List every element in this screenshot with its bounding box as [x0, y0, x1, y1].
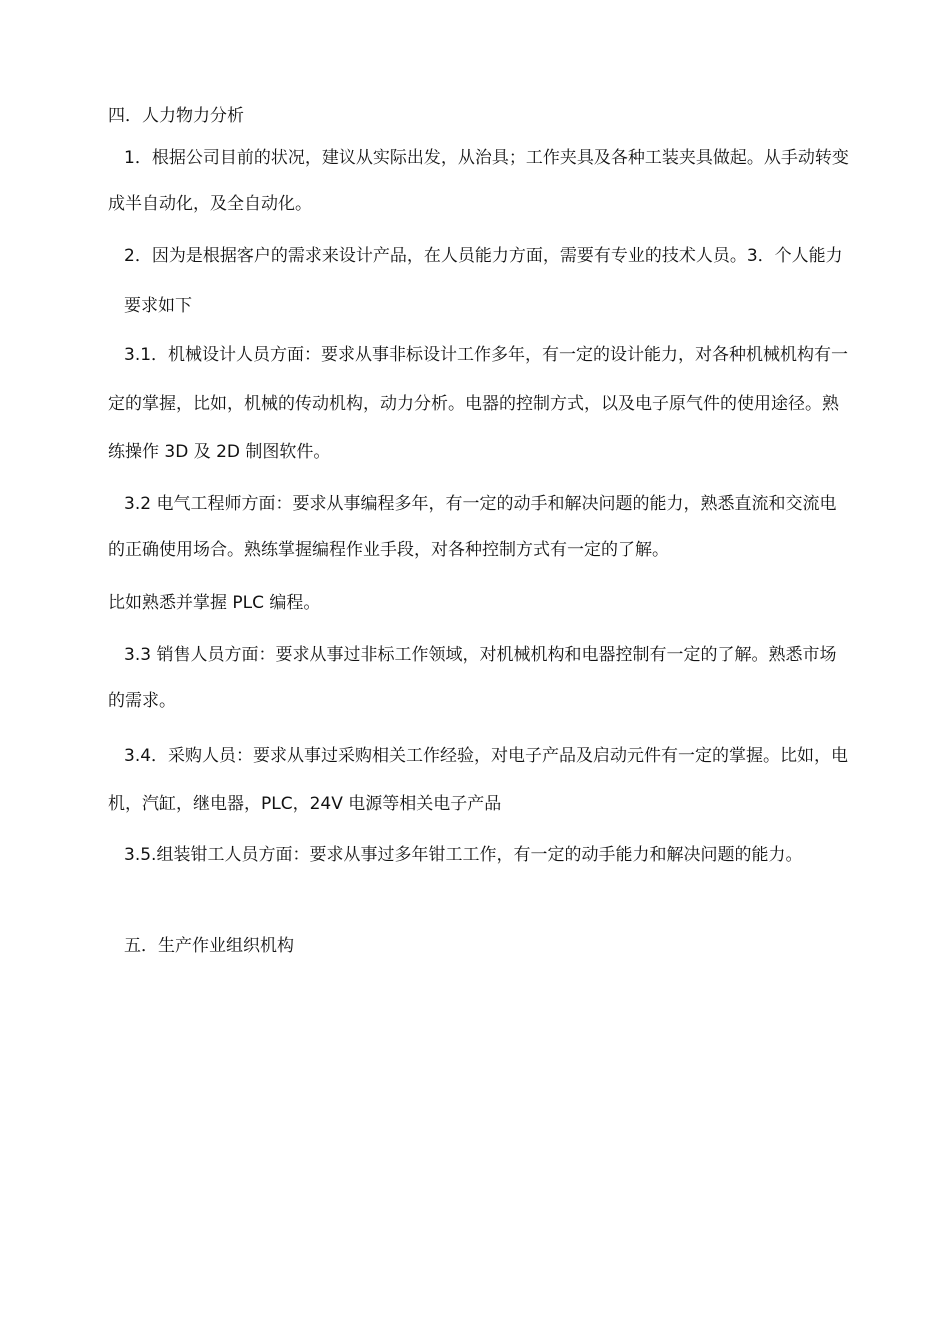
paragraph-line: 3.5.组装钳工人员方面：要求从事过多年钳工工作，有一定的动手能力和解决问题的能力。	[124, 845, 803, 865]
paragraph-line: 2．因为是根据客户的需求来设计产品，在人员能力方面，需要有专业的技术人员。3．个人能力	[124, 246, 843, 266]
paragraph-line: 3.2 电气工程师方面：要求从事编程多年，有一定的动手和解决问题的能力，熟悉直流和交流电	[124, 494, 837, 514]
paragraph-line: 1．根据公司目前的状况，建议从实际出发，从治具；工作夹具及各种工装夹具做起。从手动转变	[124, 148, 849, 168]
paragraph-line: 3.1．机械设计人员方面：要求从事非标设计工作多年，有一定的设计能力，对各种机械机构有一	[124, 345, 849, 365]
paragraph-line: 的正确使用场合。熟练掌握编程作业手段，对各种控制方式有一定的了解。	[108, 540, 669, 560]
paragraph-line: 比如熟悉并掌握 PLC 编程。	[108, 593, 321, 613]
paragraph-line: 要求如下	[124, 296, 192, 316]
paragraph-line: 3.4．采购人员：要求从事过采购相关工作经验，对电子产品及启动元件有一定的掌握。比如，电	[124, 746, 849, 766]
section-heading-4: 四．人力物力分析	[108, 106, 244, 126]
paragraph-line: 的需求。	[108, 691, 176, 711]
section-heading-5: 五．生产作业组织机构	[124, 936, 294, 956]
paragraph-line: 3.3 销售人员方面：要求从事过非标工作领域，对机械机构和电器控制有一定的了解。熟悉市场	[124, 645, 837, 665]
paragraph-line: 成半自动化，及全自动化。	[108, 194, 312, 214]
paragraph-line: 定的掌握，比如，机械的传动机构，动力分析。电器的控制方式，以及电子原气件的使用途径。熟	[108, 394, 839, 414]
paragraph-line: 机，汽缸，继电器，PLC，24V 电源等相关电子产品	[108, 794, 502, 814]
paragraph-line: 练操作 3D 及 2D 制图软件。	[108, 442, 331, 462]
